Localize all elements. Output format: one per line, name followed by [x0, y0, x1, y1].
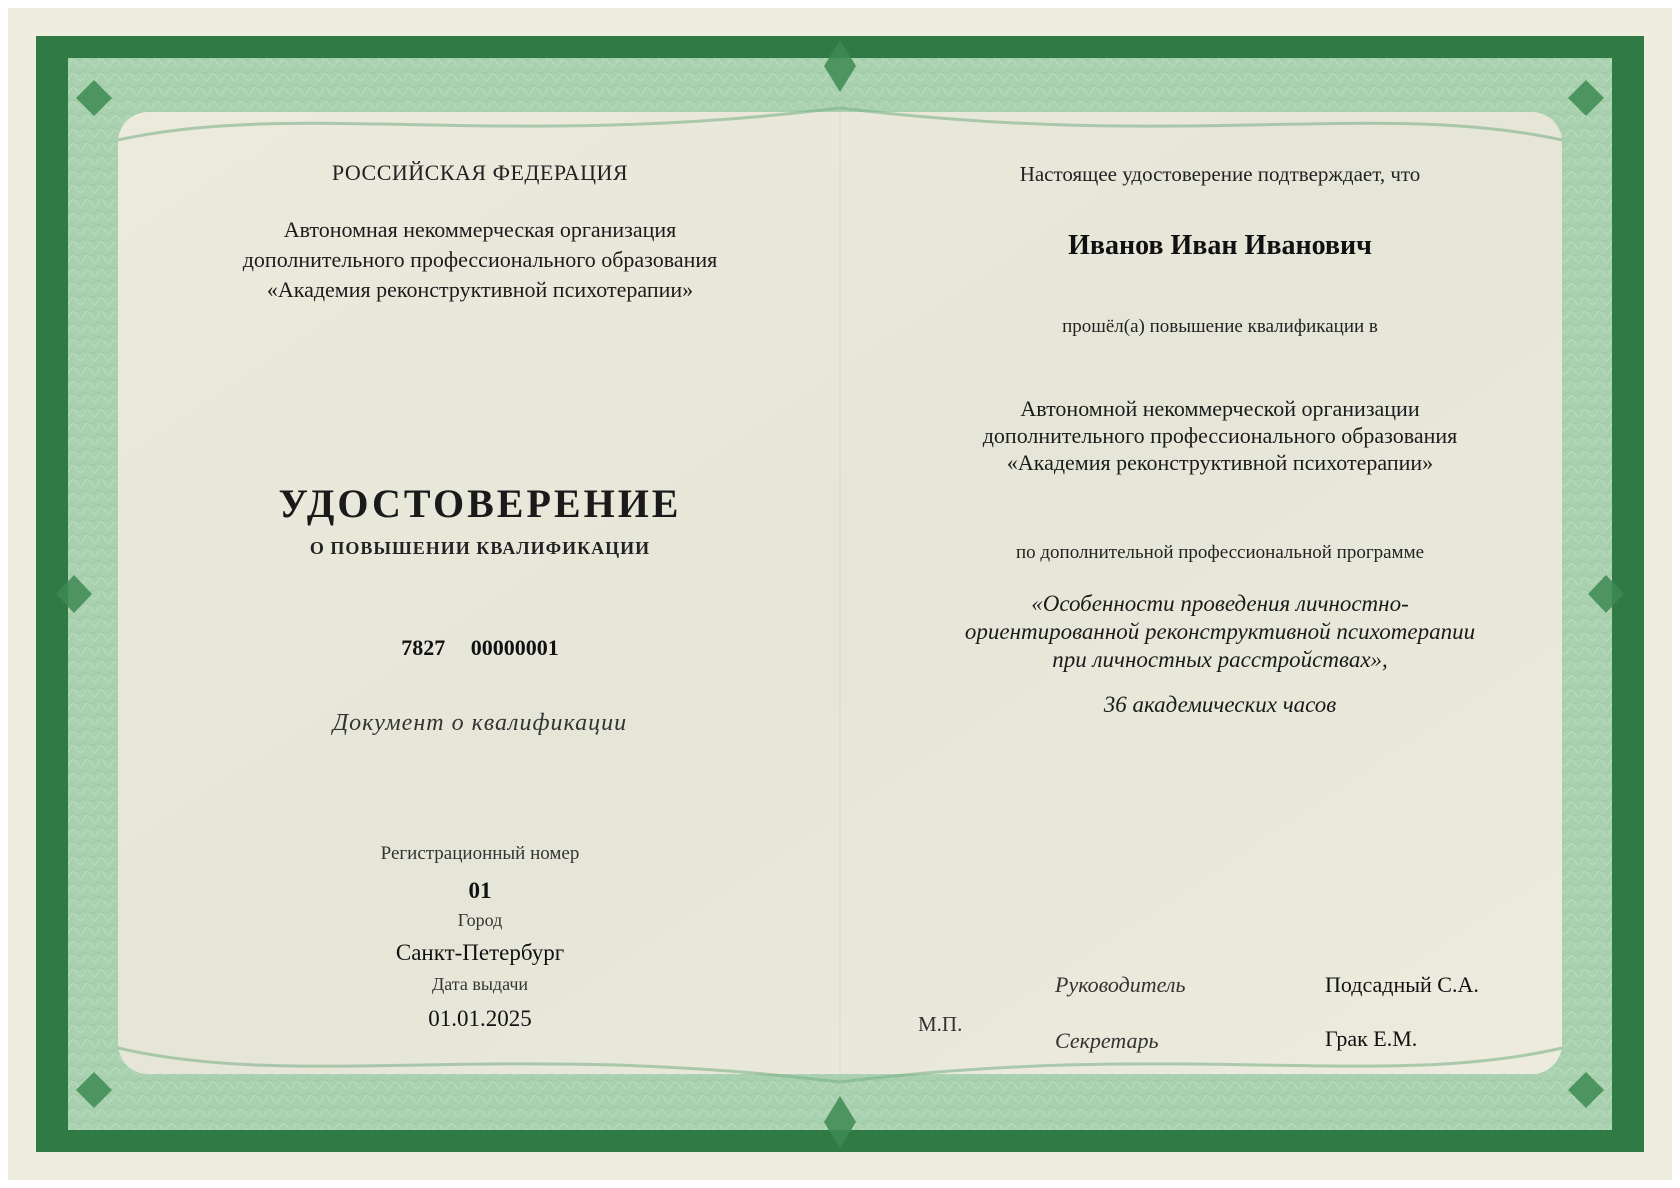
stamp-place: М.П.	[918, 1012, 963, 1036]
holder-name: Иванов Иван Иванович	[1068, 230, 1372, 261]
document-subtitle: О ПОВЫШЕНИИ КВАЛИФИКАЦИИ	[309, 538, 651, 558]
left-page	[130, 120, 830, 1070]
issuer-organization	[130, 215, 830, 305]
signature-role-secretary: Секретарь	[1055, 1028, 1159, 1053]
city-value: Санкт-Петербург	[395, 940, 565, 965]
document-title: УДОСТОВЕРЕНИЕ	[278, 481, 682, 526]
signature-role-director: Руководитель	[1055, 972, 1186, 997]
program-label: по дополнительной профессиональной программе	[1015, 542, 1425, 563]
city-label: Город	[457, 910, 503, 930]
document-series: 7827	[401, 635, 446, 660]
signature-name-secretary: Грак Е.М.	[1325, 1026, 1418, 1051]
qualification-note: Документ о квалификации	[332, 710, 628, 736]
passed-text: прошёл(а) повышение квалификации в	[1062, 316, 1378, 337]
issuer-org-line-1: Автономная некоммерческая организация	[283, 217, 677, 242]
program-line-3: при личностных расстройствах»,	[1052, 647, 1388, 672]
country-heading: РОССИЙСКАЯ ФЕДЕРАЦИЯ	[331, 160, 629, 185]
training-org-line-1: Автономной некоммерческой организации	[1020, 396, 1420, 421]
confirm-text: Настоящее удостоверение подтверждает, что	[1019, 162, 1421, 186]
program-line-1: «Особенности проведения личностно-	[1031, 591, 1409, 616]
issue-date-label: Дата выдачи	[431, 974, 529, 994]
document-number	[130, 635, 830, 661]
training-organization	[880, 395, 1560, 476]
program-hours: 36 академических часов	[1103, 692, 1337, 717]
right-page	[880, 120, 1560, 1070]
program-line-2: ориентированной реконструктивной психотерапии	[964, 619, 1476, 644]
training-org-line-2: дополнительного профессионального образования	[982, 423, 1458, 448]
registration-number: 01	[468, 878, 492, 903]
issue-date: 01.01.2025	[428, 1006, 532, 1031]
signature-name-director: Подсадный С.А.	[1325, 972, 1479, 997]
issuer-org-line-3: «Академия реконструктивной психотерапии»	[266, 277, 694, 302]
registration-label: Регистрационный номер	[380, 843, 580, 864]
issuer-org-line-2: дополнительного профессионального образования	[242, 247, 718, 272]
training-org-line-3: «Академия реконструктивной психотерапии»	[1006, 450, 1434, 475]
document-serial: 00000001	[470, 635, 559, 660]
program-title	[880, 590, 1560, 674]
